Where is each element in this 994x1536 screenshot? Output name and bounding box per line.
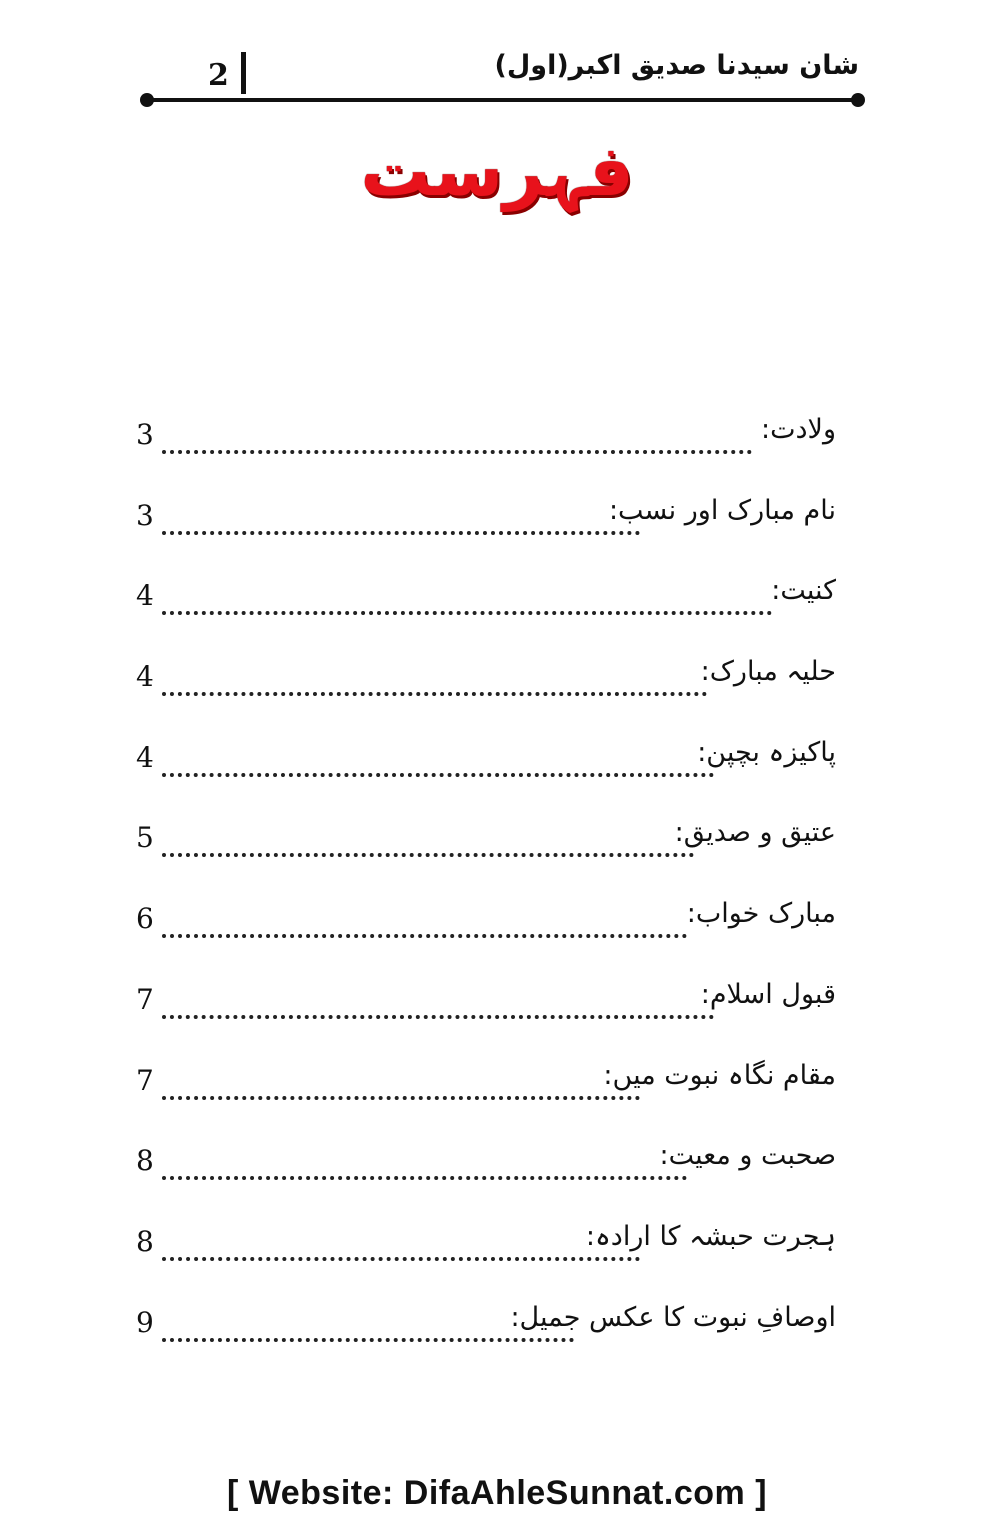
toc-entry	[136, 410, 836, 491]
rule-dot-left	[140, 93, 154, 107]
toc-entry	[136, 894, 836, 975]
toc-page-number: 5	[136, 821, 154, 855]
toc-leader-dots	[162, 688, 707, 696]
toc-page-number: 9	[136, 1305, 154, 1339]
toc-label: عتیق و صدیق:	[674, 817, 836, 849]
toc-page-number: 7	[136, 1063, 154, 1097]
page-title: فہرست	[360, 130, 634, 212]
toc-label: حلیہ مبارک:	[700, 656, 836, 688]
toc-leader-dots	[162, 1092, 640, 1100]
toc-label: نام مبارک اور نسب:	[608, 494, 836, 526]
toc-page-number: 3	[136, 498, 154, 532]
toc-label: مقام نگاہ نبوت میں:	[603, 1059, 836, 1091]
toc-leader-dots	[162, 1172, 687, 1180]
toc-leader-dots	[162, 446, 752, 454]
toc-leader-dots	[162, 1253, 640, 1261]
toc-page-number: 4	[136, 579, 154, 613]
toc-page-number: 8	[136, 1144, 154, 1178]
toc-label: صحبت و معیت:	[659, 1140, 836, 1172]
running-header	[140, 40, 865, 110]
toc-page-number: 3	[136, 418, 154, 451]
toc-label: قبول اسلام:	[700, 978, 836, 1010]
toc-label: مبارک خواب:	[686, 898, 836, 930]
toc-page-number: 4	[136, 740, 154, 774]
page-number: 2	[208, 58, 229, 93]
toc-label: اوصافِ نبوت کا عکس جمیل:	[510, 1301, 836, 1333]
rule-dot-right	[851, 93, 865, 107]
page-number-divider	[241, 52, 246, 94]
toc-entry	[136, 813, 836, 894]
toc-label: ہجرت حبشہ کا ارادہ:	[585, 1220, 836, 1252]
toc-leader-dots	[162, 930, 687, 938]
website-footer: [ Website: DifaAhleSunnat.com ]	[226, 1474, 768, 1512]
toc-entry	[136, 1217, 836, 1298]
toc-label: پاکیزہ بچپن:	[697, 736, 836, 768]
toc-leader-dots	[162, 607, 772, 615]
toc-leader-dots	[162, 769, 714, 777]
header-rule	[148, 98, 858, 102]
toc-leader-dots	[162, 1011, 714, 1019]
toc-entry	[136, 1136, 836, 1217]
toc-leader-dots	[162, 527, 640, 535]
table-of-contents	[136, 410, 836, 1378]
toc-entry	[136, 1056, 836, 1137]
toc-leader-dots	[162, 849, 694, 857]
toc-entry	[136, 1298, 836, 1379]
toc-page-number: 6	[136, 902, 154, 936]
toc-entry	[136, 491, 836, 572]
toc-entry	[136, 733, 836, 814]
book-title: شان سیدنا صدیق اکبر(اول)	[494, 50, 859, 81]
toc-label: کنیت:	[771, 575, 836, 607]
toc-page-number: 4	[136, 660, 154, 694]
toc-page-number: 8	[136, 1224, 154, 1258]
toc-entry	[136, 652, 836, 733]
toc-page-number: 7	[136, 982, 154, 1016]
toc-entry	[136, 975, 836, 1056]
toc-entry	[136, 571, 836, 652]
toc-leader-dots	[162, 1334, 574, 1342]
toc-label: ولادت:	[761, 414, 836, 445]
